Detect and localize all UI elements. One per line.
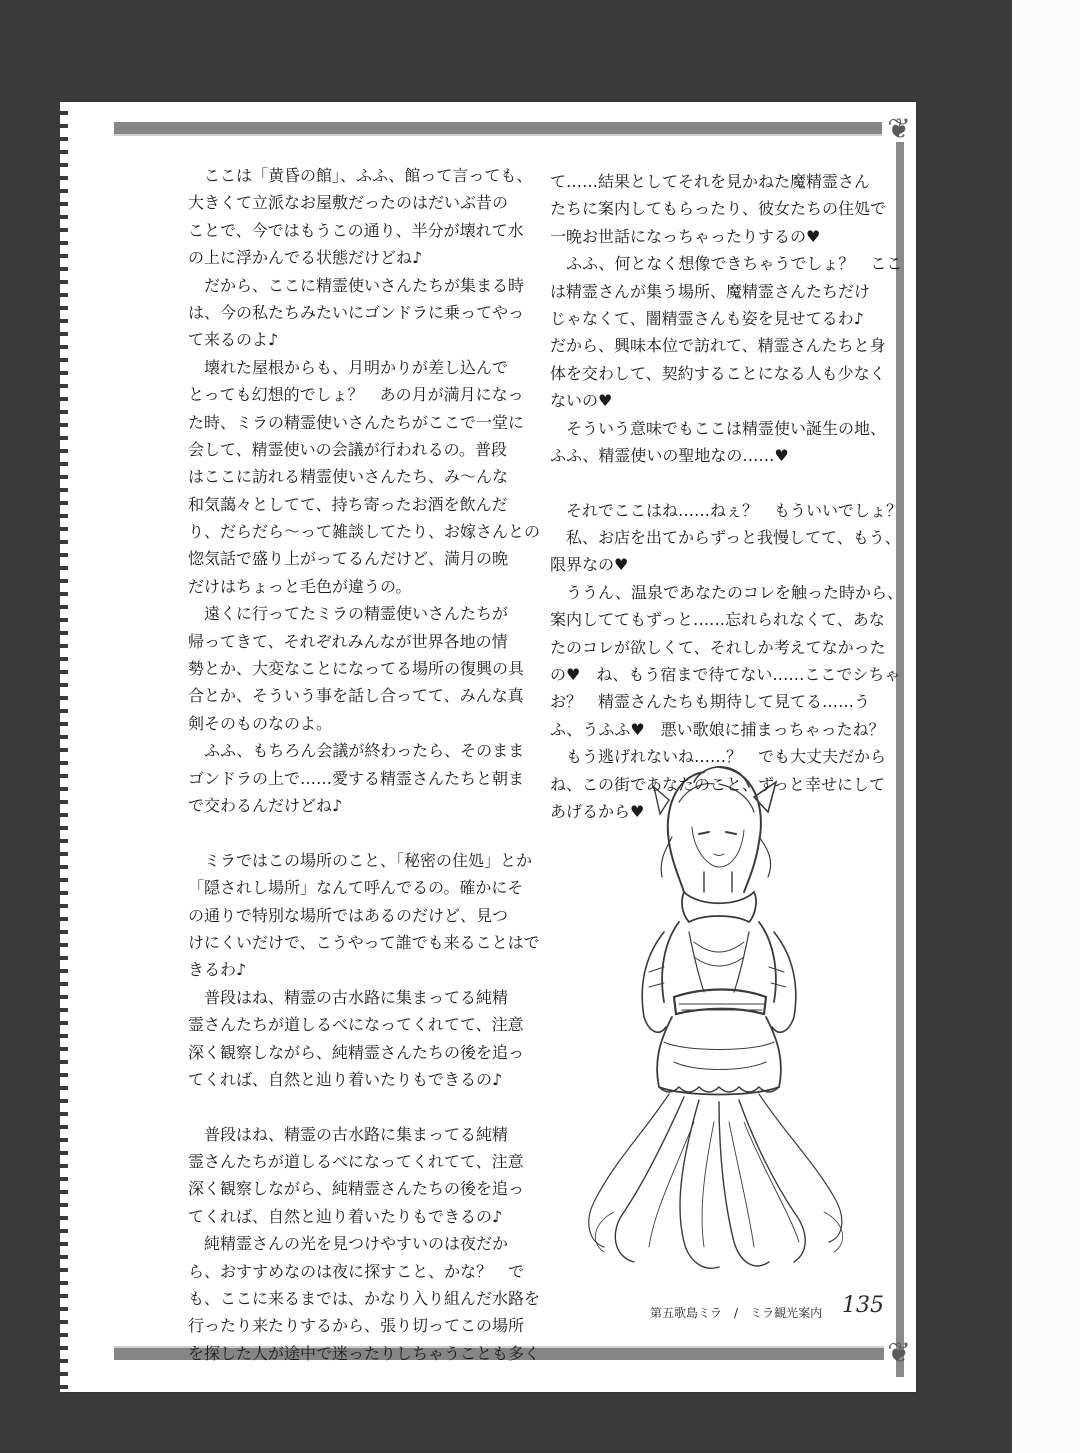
character-sketch-illustration — [554, 742, 884, 1282]
text-line: ふふ、何となく想像できちゃうでしょ？ ここ — [550, 254, 903, 274]
text-line: ことで、今ではもうこの通り、半分が壊れて水 — [188, 220, 524, 240]
text-line: を探した人が途中で迷ったりしちゃうことも多く — [188, 1343, 541, 1363]
text-line: お？ 精霊さんたちも期待して見てる……う — [550, 692, 871, 712]
text-line: きるわ♪ — [188, 960, 247, 980]
left-text-column — [188, 162, 540, 1367]
scan-background — [1012, 0, 1080, 1453]
page-number: 135 — [842, 1293, 884, 1318]
footer-separator: / — [734, 1306, 739, 1320]
text-line: 行ったり来たりするから、張り切ってこの場所 — [188, 1316, 525, 1336]
text-line: 案内しててもずっと……忘れられなくて、あな — [550, 610, 885, 630]
text-line: 普段はね、精霊の古水路に集まってる純精 — [188, 987, 509, 1007]
text-line — [550, 469, 903, 496]
text-line: てくれば、自然と辿り着いたりもできるの♪ — [188, 1069, 503, 1089]
text-line: 深く観察しながら、純精霊さんたちの後を追っ — [188, 1179, 525, 1199]
text-line: 遠くに行ってたミラの精霊使いさんたちが — [188, 604, 509, 624]
text-line: 和気藹々としてて、持ち寄ったお酒を飲んだ — [188, 494, 508, 514]
text-line — [188, 819, 540, 846]
text-line: は、今の私たちみたいにゴンドラに乗ってやっ — [188, 302, 525, 322]
text-line: だから、ここに精霊使いさんたちが集まる時 — [188, 275, 525, 295]
text-line: 「隠されし場所」なんて呼んでるの。確かにそ — [188, 878, 524, 898]
text-line: 帰ってきて、それぞれみんなが世界各地の情 — [188, 631, 508, 651]
text-line: 私、お店を出てからずっと我慢してて、もう、 — [550, 528, 901, 548]
text-line: とっても幻想的でしょ？ あの月が満月になっ — [188, 385, 524, 405]
text-line: ミラではこの場所のこと、「秘密の住処」とか — [188, 850, 533, 870]
text-line: だから、興味本位で訪れて、精霊さんたちと身 — [550, 336, 886, 356]
text-line: もう逃げれないね……？ でも大丈夫だから — [550, 747, 887, 767]
text-line: て来るのよ♪ — [188, 330, 279, 350]
text-line: てくれば、自然と辿り着いたりもできるの♪ — [188, 1206, 503, 1226]
text-line: ないの♥ — [550, 391, 613, 411]
text-line: それでここはね……ねぇ？ もういいでしょ？ — [550, 500, 903, 520]
text-line: の♥ ね、もう宿まで待てない……ここでシちゃ — [550, 665, 901, 685]
text-line: 勢とか、大変なことになってる場所の復興の具 — [188, 659, 525, 679]
text-line — [188, 1093, 540, 1120]
text-line: ゴンドラの上で……愛する精霊さんたちと朝ま — [188, 768, 525, 788]
text-line: も、ここに来るまでは、かなり入り組んだ水路を — [188, 1289, 541, 1309]
text-line: の通りで特別な場所ではあるのだけど、見つ — [188, 905, 509, 925]
ornament-top-icon: ❦ — [887, 112, 911, 145]
text-line: ふふ、精霊使いの聖地なの……♥ — [550, 445, 789, 465]
text-line: 霊さんたちが道しるべになってくれてて、注意 — [188, 1152, 524, 1172]
footer-section: ミラ観光案内 — [750, 1306, 823, 1320]
text-line: 会して、精霊使いの会議が行われるの。普段 — [188, 439, 508, 459]
top-frame-bar — [114, 122, 882, 136]
text-line: 純精霊さんの光を見つけやすいのは夜だか — [188, 1234, 509, 1254]
text-line: た時、ミラの精霊使いさんたちがここで一堂に — [188, 412, 525, 432]
text-line: そういう意味でもここは精霊使い誕生の地、 — [550, 418, 887, 438]
page-footer — [650, 1304, 822, 1321]
text-line: たちに案内してもらったり、彼女たちの住処で — [550, 199, 887, 219]
text-line: たのコレが欲しくて、それしか考えてなかった — [550, 637, 886, 657]
text-line: ここは「黄昏の館」、ふふ、館って言っても、 — [188, 166, 533, 185]
text-line: けにくいだけで、こうやって誰でも来ることはで — [188, 932, 540, 952]
text-line: じゃなくて、闇精霊さんも姿を見せてるわ♪ — [550, 308, 864, 328]
perforated-edge — [60, 102, 68, 1392]
text-line: の上に浮かんでる状態だけどね♪ — [188, 248, 423, 268]
text-line: ふ、うふふ♥ 悪い歌娘に捕まっちゃったね？ — [550, 719, 885, 739]
text-line: 深く観察しながら、純精霊さんたちの後を追っ — [188, 1042, 525, 1062]
text-line: 壊れた屋根からも、月明かりが差し込んで — [188, 357, 509, 377]
ornament-bottom-icon: ❦ — [887, 1336, 911, 1369]
text-line: 霊さんたちが道しるべになってくれてて、注意 — [188, 1015, 524, 1035]
text-line: 一晩お世話になっちゃったりするの♥ — [550, 226, 821, 246]
text-line: 合とか、そういう事を話し合ってて、みんな真 — [188, 686, 524, 706]
text-line: 大きくて立派なお屋敷だったのはだいぶ昔の — [188, 193, 509, 213]
right-text-column — [550, 168, 903, 825]
text-line: はここに訪れる精霊使いさんたち、み～んな — [188, 467, 509, 487]
book-page — [66, 102, 916, 1392]
text-line: 剣そのものなのよ。 — [188, 713, 333, 733]
text-line: 普段はね、精霊の古水路に集まってる純精 — [188, 1124, 509, 1144]
text-line: で交わるんだけどね♪ — [188, 795, 343, 815]
text-line: 体を交わして、契約することになる人も少なく — [550, 363, 886, 383]
text-line: り、だらだら～って雑談してたり、お嫁さんとの — [188, 522, 541, 542]
text-line: だけはちょっと毛色が違うの。 — [188, 576, 412, 596]
text-line: 惚気話で盛り上がってるんだけど、満月の晩 — [188, 549, 509, 569]
text-line: ら、おすすめなのは夜に探すこと、かな？ で — [188, 1261, 525, 1281]
text-line: あげるから♥ — [550, 801, 645, 821]
footer-chapter: 第五歌島ミラ — [650, 1306, 723, 1320]
text-line: ふふ、もちろん会議が終わったら、そのまま — [188, 741, 525, 761]
text-line: て……結果としてそれを見かねた魔精霊さん — [550, 172, 871, 191]
text-line: ね、この街であなたのこと、ずっと幸せにして — [550, 774, 886, 794]
text-line: は精霊さんが集う場所、魔精霊さんたちだけ — [550, 281, 871, 301]
text-line: 限界なの♥ — [550, 555, 629, 575]
text-line: ううん、温泉であなたのコレを触った時から、 — [550, 582, 903, 602]
